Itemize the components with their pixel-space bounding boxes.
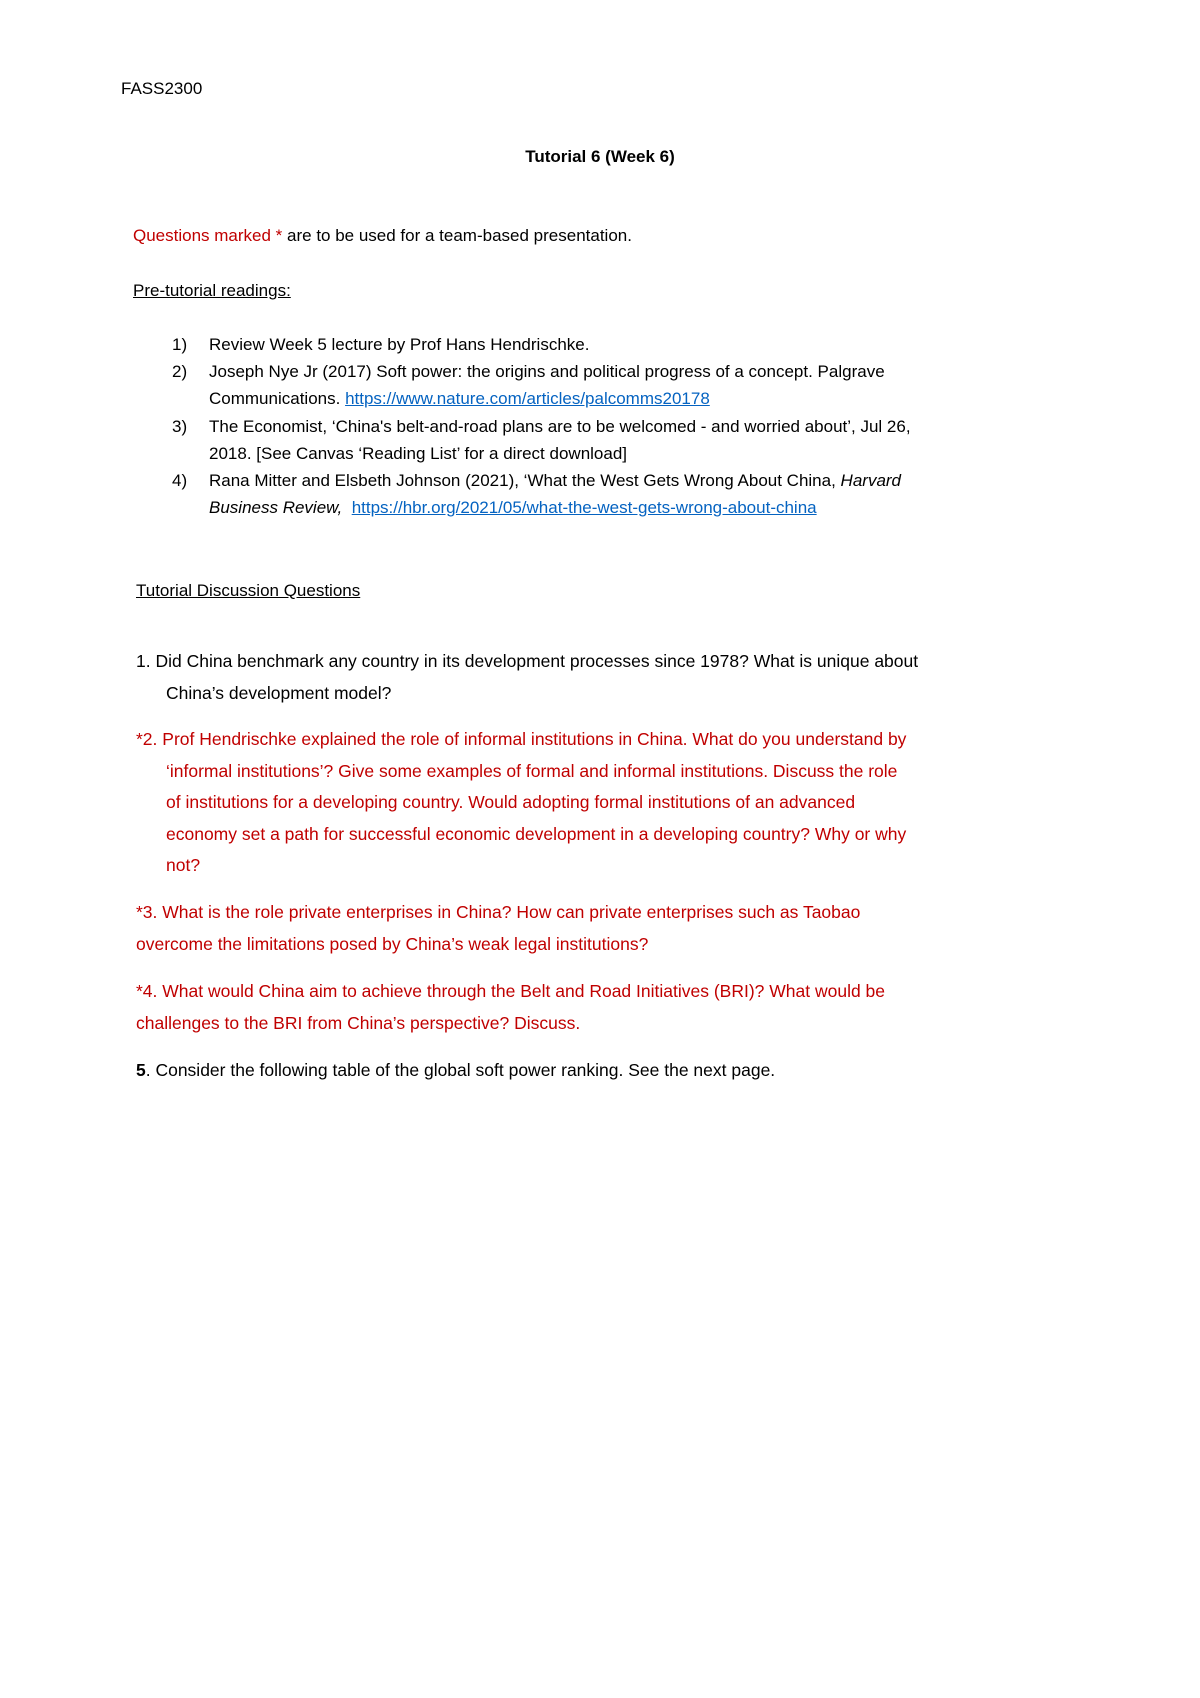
question-line: economy set a path for successful economic development in a developing country? Why or why [166,824,907,844]
question-line: not? [166,855,201,875]
question-line: challenges to the BRI from China’s perspective? Discuss. [136,1013,581,1033]
question-text: . Consider the following table of the global soft power ranking. See the next page. [145,1060,776,1080]
discussion-heading: Tutorial Discussion Questions [136,581,361,600]
reading-source: Communications. [209,389,346,408]
reading-number: 4) [172,471,188,490]
reading-item [209,472,901,489]
question-line: China’s development model? [166,683,392,703]
reading-number: 1) [172,335,188,354]
notice-text: are to be used for a team-based presentation. [282,226,632,245]
reading-link[interactable]: https://www.nature.com/articles/palcomms20178 [345,389,710,408]
question-line: *3. What is the role private enterprises in China? How can private enterprises such as Taobao [136,902,861,922]
reading-item-continued [209,499,817,516]
notice-highlight: Questions marked * [133,226,283,245]
reading-item: Joseph Nye Jr (2017) Soft power: the origins and political progress of a concept. Palgrave [209,362,885,381]
reading-item-continued [209,390,710,407]
question-line: of institutions for a developing country. Would adopting formal institutions of an advanced [166,792,856,812]
reading-item: Review Week 5 lecture by Prof Hans Hendrischke. [209,335,590,354]
reading-number: 3) [172,417,188,436]
question-line: overcome the limitations posed by China’s weak legal institutions? [136,934,649,954]
reading-authors: Rana Mitter and Elsbeth Johnson (2021), ‘What the West Gets Wrong About China, [209,471,841,490]
question-line [136,1062,775,1080]
question-number: 5 [136,1060,146,1080]
question-line: *2. Prof Hendrischke explained the role of informal institutions in China. What do you understand by [136,729,907,749]
reading-link[interactable]: https://hbr.org/2021/05/what-the-west-gets-wrong-about-china [351,498,817,517]
journal-name-continued: Business Review, [209,498,343,517]
question-line: ‘informal institutions’? Give some examples of formal and informal institutions. Discuss the role [166,761,898,781]
team-presentation-notice [133,227,632,244]
question-line: 1. Did China benchmark any country in its development processes since 1978? What is unique about [136,651,919,671]
reading-item-continued: 2018. [See Canvas ‘Reading List’ for a direct download] [209,444,628,463]
question-line: *4. What would China aim to achieve through the Belt and Road Initiatives (BRI)? What would be [136,981,886,1001]
course-code: FASS2300 [121,79,203,98]
journal-name: Harvard [840,471,902,490]
reading-number: 2) [172,362,188,381]
readings-heading: Pre-tutorial readings: [133,281,291,300]
reading-item: The Economist, ‘China's belt-and-road plans are to be welcomed - and worried about’, Jul 26, [209,417,911,436]
page-title: Tutorial 6 (Week 6) [525,147,675,166]
